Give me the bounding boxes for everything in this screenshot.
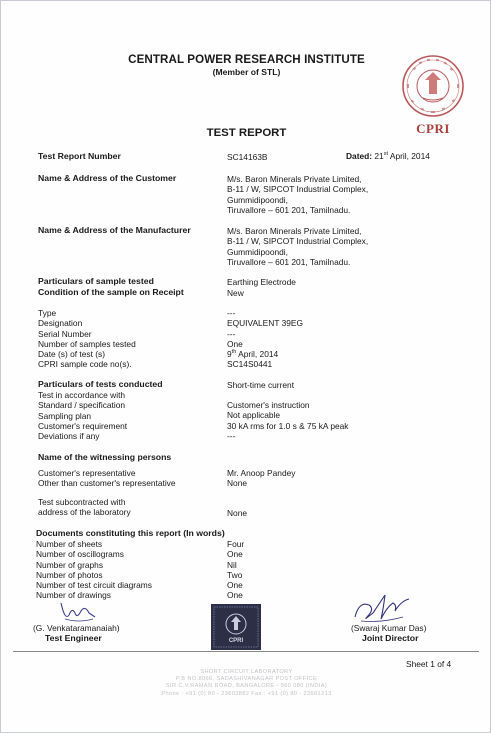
deviations-label: Deviations if any xyxy=(38,431,100,442)
samples-value: One xyxy=(227,338,243,349)
dated-day: 21 xyxy=(374,151,384,161)
doc-row-value: Four xyxy=(227,539,245,549)
standard-label: Standard / specification xyxy=(38,400,126,411)
doc-row-label: Number of oscillograms xyxy=(36,549,124,560)
deviations-value: --- xyxy=(227,430,236,441)
footer-line: Phone : +91 (0) 80 - 23602882 Fax : +91 (0) 80 - 23601213 xyxy=(161,690,332,697)
date-rest: April, 2014 xyxy=(236,349,279,360)
institute-name: CENTRAL POWER RESEARCH INSTITUTE xyxy=(128,53,365,66)
manufacturer-address-line: M/s. Baron Minerals Private Limited, xyxy=(227,226,362,236)
lab-address-footer xyxy=(1,669,491,698)
customer-address-line: M/s. Baron Minerals Private Limited, xyxy=(227,174,362,184)
designation-label: Designation xyxy=(38,318,83,329)
doc-row-label: Number of sheets xyxy=(36,539,103,549)
documents-heading: Documents constituting this report (In words) xyxy=(36,528,225,538)
other-rep-label: Other than customer's representative xyxy=(38,478,176,489)
engineer-title: Test Engineer xyxy=(45,633,102,643)
code-label: CPRI sample code no(s). xyxy=(38,359,132,370)
subcontract-value: None xyxy=(227,508,248,518)
director-name: (Swaraj Kumar Das) xyxy=(351,623,427,633)
footer-line: SIR C.V.RAMAN ROAD, BANGALORE - 560 080 (INDIA) xyxy=(165,683,328,690)
requirement-label: Customer's requirement xyxy=(38,420,128,431)
divider xyxy=(13,651,479,652)
particulars-label: Particulars of sample tested xyxy=(38,276,154,286)
tests-heading-value: Short-time current xyxy=(227,380,295,390)
manufacturer-address-line: B-11 / W, SIPCOT Industrial Complex, xyxy=(227,236,369,247)
report-date xyxy=(346,151,430,161)
sampling-value: Not applicable xyxy=(227,410,281,421)
doc-row-value: Nil xyxy=(227,559,237,570)
details-labels xyxy=(38,308,136,370)
engineer-name: (G. Venkataramanaiah) xyxy=(33,623,120,633)
customer-rep-value: Mr. Anoop Pandey xyxy=(227,468,296,478)
cpri-seal-icon xyxy=(401,54,465,118)
date-day: 9 xyxy=(227,349,232,360)
samples-label: Number of samples tested xyxy=(38,338,136,349)
doc-row-value: One xyxy=(227,580,243,591)
condition-label: Condition of the sample on Receipt xyxy=(38,287,184,297)
doc-row-label: Number of photos xyxy=(36,569,103,580)
dated-rest: April, 2014 xyxy=(388,151,430,161)
manufacturer-label: Name & Address of the Manufacturer xyxy=(38,225,191,235)
standard-value: Customer's instruction xyxy=(227,400,310,410)
dated-label: Dated: xyxy=(346,151,373,161)
date-value xyxy=(227,349,303,359)
tests-heading: Particulars of tests conducted xyxy=(38,379,163,389)
designation-value: EQUIVALENT 39EG xyxy=(227,318,304,329)
doc-row-value: One xyxy=(227,590,243,601)
doc-row-label: Number of drawings xyxy=(36,590,111,601)
customer-address-line: Gummidipoondi, xyxy=(227,194,288,205)
serial-label: Serial Number xyxy=(38,328,92,339)
stamp-text: CPRI xyxy=(228,638,244,644)
subcontract-line2: address of the laboratory xyxy=(38,507,131,518)
customer-address xyxy=(227,174,368,215)
witness-heading: Name of the witnessing persons xyxy=(38,452,172,462)
manufacturer-address-line: Gummidipoondi, xyxy=(227,246,288,257)
footer-line: P.B NO.8066, SADASHIVANAGAR POST OFFICE xyxy=(175,676,318,683)
accordance-label: Test in accordance with xyxy=(38,390,126,400)
date-label: Date (s) of test (s) xyxy=(38,349,106,360)
condition-value: New xyxy=(227,288,244,298)
manufacturer-address-line: Tiruvallore – 601 201, Tamilnadu. xyxy=(227,256,351,267)
witness-values xyxy=(227,468,295,489)
doc-row-value: Two xyxy=(227,569,243,580)
witness-labels xyxy=(38,468,176,489)
type-label: Type xyxy=(38,308,57,318)
customer-address-line: Tiruvallore – 601 201, Tamilnadu. xyxy=(227,204,351,215)
report-number-value: SC14163B xyxy=(227,152,268,162)
customer-rep-label: Customer's representative xyxy=(38,468,136,478)
cpri-logo-text: CPRI xyxy=(416,121,450,136)
serial-value: --- xyxy=(227,328,236,339)
director-title: Joint Director xyxy=(362,633,419,643)
manufacturer-address xyxy=(227,226,368,267)
documents-labels xyxy=(36,539,152,601)
details-values xyxy=(227,308,303,370)
customer-address-line: B-11 / W, SIPCOT Industrial Complex, xyxy=(227,184,369,195)
report-title: TEST REPORT xyxy=(206,127,287,139)
type-value: --- xyxy=(227,308,236,318)
cpri-stamp-icon xyxy=(211,604,261,650)
subcontract-labels xyxy=(38,497,131,518)
documents-values xyxy=(227,539,244,601)
member-of-stl: (Member of STL) xyxy=(212,67,281,77)
other-rep-value: None xyxy=(227,478,248,489)
doc-row-value: One xyxy=(227,549,243,560)
code-value: SC14S0441 xyxy=(227,359,273,370)
customer-label: Name & Address of the Customer xyxy=(38,173,177,183)
subcontract-line1: Test subcontracted with xyxy=(38,497,126,507)
dated-suffix: st xyxy=(383,151,388,158)
requirement-value: 30 kA rms for 1.0 s & 75 kA peak xyxy=(227,420,349,431)
date-suffix: th xyxy=(231,349,237,356)
tests-values xyxy=(227,400,349,441)
particulars-value: Earthing Electrode xyxy=(227,277,296,287)
sampling-label: Sampling plan xyxy=(38,410,92,421)
tests-labels xyxy=(38,390,127,441)
doc-row-label: Number of graphs xyxy=(36,559,104,570)
sheet-number: Sheet 1 of 4 xyxy=(406,659,452,669)
report-number-label: Test Report Number xyxy=(38,151,121,161)
doc-row-label: Number of test circuit diagrams xyxy=(36,580,152,591)
footer-line: SHORT CIRCUIT LABORATORY xyxy=(200,669,293,675)
